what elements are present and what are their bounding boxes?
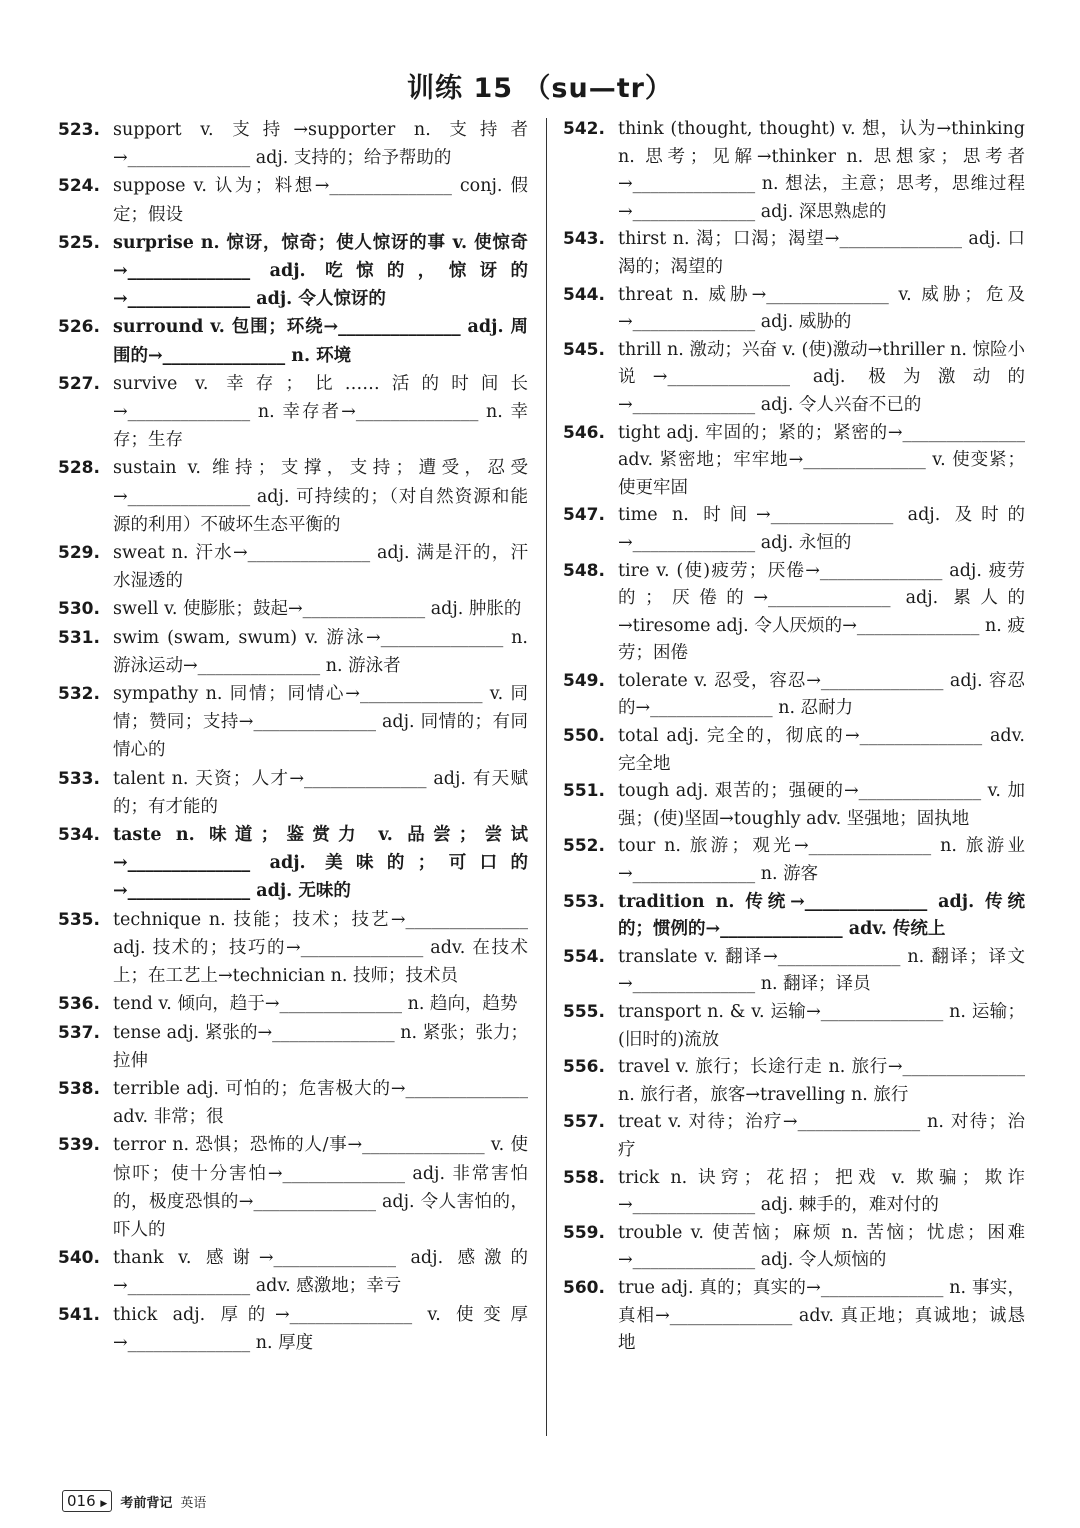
entry-text: translate v. 翻译→______________ n. 翻译；译文→______________ n. 翻译；译员 bbox=[618, 946, 1025, 995]
entry-number: 536. bbox=[58, 994, 100, 1015]
entry-text: tradition n. 传统→______________ adj. 传统的；惯例的→______________ adv. 传统上 bbox=[618, 891, 1025, 940]
vocab-entry bbox=[58, 1075, 528, 1131]
entry-number: 530. bbox=[58, 599, 100, 620]
vocab-entry bbox=[58, 1019, 528, 1075]
entry-text: taste n. 味道；鉴赏力 v. 品尝；尝试→______________ adj. 美味的；可口的→______________ adj. 无味的 bbox=[113, 825, 528, 902]
vocab-entry bbox=[563, 116, 1025, 226]
vocab-entry bbox=[563, 723, 1025, 778]
entry-text: surround v. 包围；环绕→______________ adj. 周围的→______________ n. 环境 bbox=[113, 317, 528, 366]
entry-number: 526. bbox=[58, 317, 100, 338]
entry-text: terror n. 恐惧；恐怖的人/事→______________ v. 使惊吓；使十分害怕→______________ adj. 非常害怕的，极度恐惧的→______________ adj. 令人害怕的，吓人的 bbox=[113, 1135, 528, 1240]
vocab-entry bbox=[563, 558, 1025, 668]
entry-number: 555. bbox=[563, 1002, 605, 1022]
entry-text: tour n. 旅游；观光→______________ n. 旅游业→______________ n. 游客 bbox=[618, 836, 1025, 885]
column-divider bbox=[546, 118, 547, 1436]
page-footer bbox=[62, 1490, 206, 1512]
entry-number: 549. bbox=[563, 670, 605, 691]
entry-number: 539. bbox=[58, 1135, 100, 1156]
vocab-entry bbox=[58, 539, 528, 595]
vocab-entry bbox=[58, 313, 528, 369]
vocab-entry bbox=[58, 595, 528, 623]
vocab-entry bbox=[58, 821, 528, 906]
entry-number: 553. bbox=[563, 891, 605, 912]
vocab-entry bbox=[58, 680, 528, 765]
subject-name: 英语 bbox=[180, 1495, 207, 1511]
entry-number: 552. bbox=[563, 836, 605, 857]
entry-text: trouble v. 使苦恼；麻烦 n. 苦恼；忧虑；困难→______________ adj. 令人烦恼的 bbox=[618, 1222, 1025, 1271]
entry-text: thank v. 感谢→______________ adj. 感激的→______________ adv. 感激地；幸亏 bbox=[113, 1248, 528, 1297]
entry-number: 551. bbox=[563, 781, 605, 802]
entry-text: sustain v. 维持；支撑，支持；遭受，忍受→______________ adj. 可持续的；（对自然资源和能源的利用）不破坏生态平衡的 bbox=[113, 458, 528, 535]
entry-number: 554. bbox=[563, 946, 605, 967]
page-number-text: 016 bbox=[67, 1492, 96, 1510]
vocab-entry bbox=[563, 1275, 1025, 1358]
entry-text: true adj. 真的；真实的→______________ n. 事实，真相→______________ adv. 真正地；真诚地；诚恳地 bbox=[618, 1277, 1025, 1354]
vocab-entry bbox=[58, 1131, 528, 1244]
entry-number: 523. bbox=[58, 120, 100, 140]
entry-text: threat n. 威胁→______________ v. 威胁；危及→______________ adj. 威胁的 bbox=[618, 284, 1025, 333]
vocab-entry bbox=[58, 172, 528, 228]
entry-number: 531. bbox=[58, 627, 100, 648]
entry-number: 559. bbox=[563, 1222, 605, 1243]
entry-text: swell v. 使膨胀；鼓起→______________ adj. 肿胀的 bbox=[113, 599, 522, 620]
entry-text: time n. 时间→______________ adj. 及时的→______________ adj. 永恒的 bbox=[618, 505, 1025, 553]
entry-text: sweat n. 汗水→______________ adj. 满是汗的，汗水湿透的 bbox=[113, 543, 528, 592]
entry-number: 528. bbox=[58, 458, 100, 479]
book-name: 考前背记 bbox=[120, 1495, 173, 1511]
vocab-entry bbox=[563, 420, 1025, 503]
vocab-entry bbox=[563, 889, 1025, 944]
entry-text: total adj. 完全的，彻底的→______________ adv. 完全地 bbox=[618, 726, 1025, 774]
vocab-entry bbox=[563, 1165, 1025, 1220]
entry-text: thirst n. 渴；口渴；渴望→______________ adj. 口渴的；渴望的 bbox=[618, 229, 1025, 277]
vocab-entry bbox=[58, 116, 528, 172]
entry-number: 540. bbox=[58, 1248, 100, 1269]
entry-number: 560. bbox=[563, 1277, 605, 1298]
vocab-entry bbox=[58, 990, 528, 1018]
vocab-entry bbox=[563, 1109, 1025, 1164]
vocab-entry bbox=[58, 454, 528, 539]
vocab-entry bbox=[563, 337, 1025, 420]
entry-number: 556. bbox=[563, 1057, 605, 1078]
entry-number: 532. bbox=[58, 684, 100, 705]
right-column bbox=[563, 116, 1025, 1358]
page-title: 训练 15 （su—tr） bbox=[407, 73, 673, 104]
entry-text: treat v. 对待；治疗→______________ n. 对待；治疗 bbox=[618, 1112, 1025, 1160]
entry-number: 542. bbox=[563, 119, 605, 139]
entry-number: 537. bbox=[58, 1022, 100, 1043]
entry-text: tight adj. 牢固的；紧的；紧密的→______________ adv. 紧密地；牢牢地→______________ v. 使变紧；使更牢固 bbox=[618, 422, 1025, 498]
entry-text: tend v. 倾向，趋于→______________ n. 趋向，趋势 bbox=[113, 994, 518, 1015]
vocab-entry bbox=[563, 833, 1025, 888]
vocab-entry bbox=[58, 370, 528, 455]
entry-number: 558. bbox=[563, 1167, 605, 1188]
entry-text: talent n. 天资；人才→______________ adj. 有天赋的；有才能的 bbox=[113, 768, 528, 817]
entry-number: 529. bbox=[58, 543, 100, 564]
vocab-entry bbox=[58, 1244, 528, 1300]
entry-number: 547. bbox=[563, 505, 605, 526]
entry-text: trick n. 诀窍；花招；把戏 v. 欺骗；欺诈→______________ adj. 棘手的，难对付的 bbox=[618, 1167, 1025, 1216]
vocab-entry bbox=[563, 668, 1025, 723]
vocab-entry bbox=[58, 765, 528, 821]
entry-number: 545. bbox=[563, 339, 605, 360]
entry-text: terrible adj. 可怕的；危害极大的→______________ adv. 非常；很 bbox=[113, 1078, 528, 1128]
entry-number: 538. bbox=[58, 1078, 100, 1099]
page-number bbox=[62, 1490, 112, 1512]
entry-number: 557. bbox=[563, 1112, 605, 1133]
entry-text: swim (swam, swum) v. 游泳→______________ n. 游泳运动→______________ n. 游泳者 bbox=[113, 627, 528, 676]
entry-number: 524. bbox=[58, 176, 100, 197]
vocab-entry bbox=[563, 999, 1025, 1054]
vocab-entry bbox=[58, 906, 528, 991]
entry-text: survive v. 幸存；比……活的时间长→______________ n. 幸存者→______________ n. 幸存；生存 bbox=[113, 373, 528, 451]
entry-text: sympathy n. 同情；同情心→______________ v. 同情；赞同；支持→______________ adj. 同情的；有同情心的 bbox=[113, 684, 528, 761]
entry-text: technique n. 技能；技术；技艺→______________ adj. 技术的；技巧的→______________ adv. 在技术上；在工艺上→technician n. 技师；技术员 bbox=[113, 909, 528, 987]
entry-text: support v. 支持→supporter n. 支持者→______________ adj. 支持的；给予帮助的 bbox=[113, 120, 528, 169]
vocab-entry bbox=[563, 1220, 1025, 1275]
entry-text: tolerate v. 忍受，容忍→______________ adj. 容忍的→______________ n. 忍耐力 bbox=[618, 670, 1025, 719]
left-column bbox=[58, 116, 528, 1357]
entry-text: surprise n. 惊讶，惊奇；使人惊讶的事 v. 使惊奇→______________ adj. 吃惊的，惊讶的→______________ adj. 令人惊讶的 bbox=[113, 232, 528, 310]
vocab-entry bbox=[563, 502, 1025, 557]
entry-number: 541. bbox=[58, 1304, 100, 1325]
entry-text: thick adj. 厚的→______________ v. 使变厚→______________ n. 厚度 bbox=[113, 1304, 528, 1353]
vocab-entry bbox=[58, 229, 528, 314]
vocab-entry bbox=[563, 282, 1025, 337]
vocab-entry bbox=[563, 778, 1025, 833]
entry-number: 527. bbox=[58, 373, 100, 394]
entry-text: thrill n. 激动；兴奋 v. (使)激动→thriller n. 惊险小说→______________ adj. 极为激动的→______________ adj. 令人兴奋不已的 bbox=[618, 339, 1025, 415]
vocab-entry bbox=[563, 1054, 1025, 1109]
entry-number: 544. bbox=[563, 284, 605, 305]
entry-text: transport n. & v. 运输→______________ n. 运输；(旧时的)流放 bbox=[618, 1002, 1025, 1050]
entry-text: think (thought, thought) v. 想，认为→thinking n. 思考；见解→thinker n. 思想家；思考者→______________ n. 想法，主意；思考，思维过程→______________ adj. 深思熟虑的 bbox=[618, 119, 1025, 222]
entry-number: 534. bbox=[58, 825, 100, 846]
triangle-icon: ▶ bbox=[100, 1499, 108, 1509]
entry-number: 548. bbox=[563, 560, 605, 581]
entry-number: 546. bbox=[563, 422, 605, 443]
entry-number: 533. bbox=[58, 768, 100, 789]
entry-number: 535. bbox=[58, 909, 100, 930]
vocab-entry bbox=[58, 624, 528, 680]
entry-text: suppose v. 认为；料想→______________ conj. 假定；假设 bbox=[113, 176, 528, 225]
entry-text: tense adj. 紧张的→______________ n. 紧张；张力；拉伸 bbox=[113, 1022, 528, 1071]
entry-text: travel v. 旅行；长途行走 n. 旅行→______________ n. 旅行者，旅客→travelling n. 旅行 bbox=[618, 1057, 1025, 1105]
entry-number: 550. bbox=[563, 726, 605, 747]
entry-number: 543. bbox=[563, 229, 605, 250]
entry-text: tire v. (使)疲劳；厌倦→______________ adj. 疲劳的；厌倦的→______________ adj. 累人的→tiresome adj. 令人厌烦的→______________ n. 疲劳；困倦 bbox=[618, 560, 1025, 664]
entry-number: 525. bbox=[58, 232, 100, 253]
vocab-entry bbox=[563, 226, 1025, 281]
vocab-entry bbox=[58, 1301, 528, 1357]
vocab-entry bbox=[563, 944, 1025, 999]
entry-text: tough adj. 艰苦的；强硬的→______________ v. 加强；(使)坚固→toughly adv. 坚强地；固执地 bbox=[618, 781, 1025, 829]
